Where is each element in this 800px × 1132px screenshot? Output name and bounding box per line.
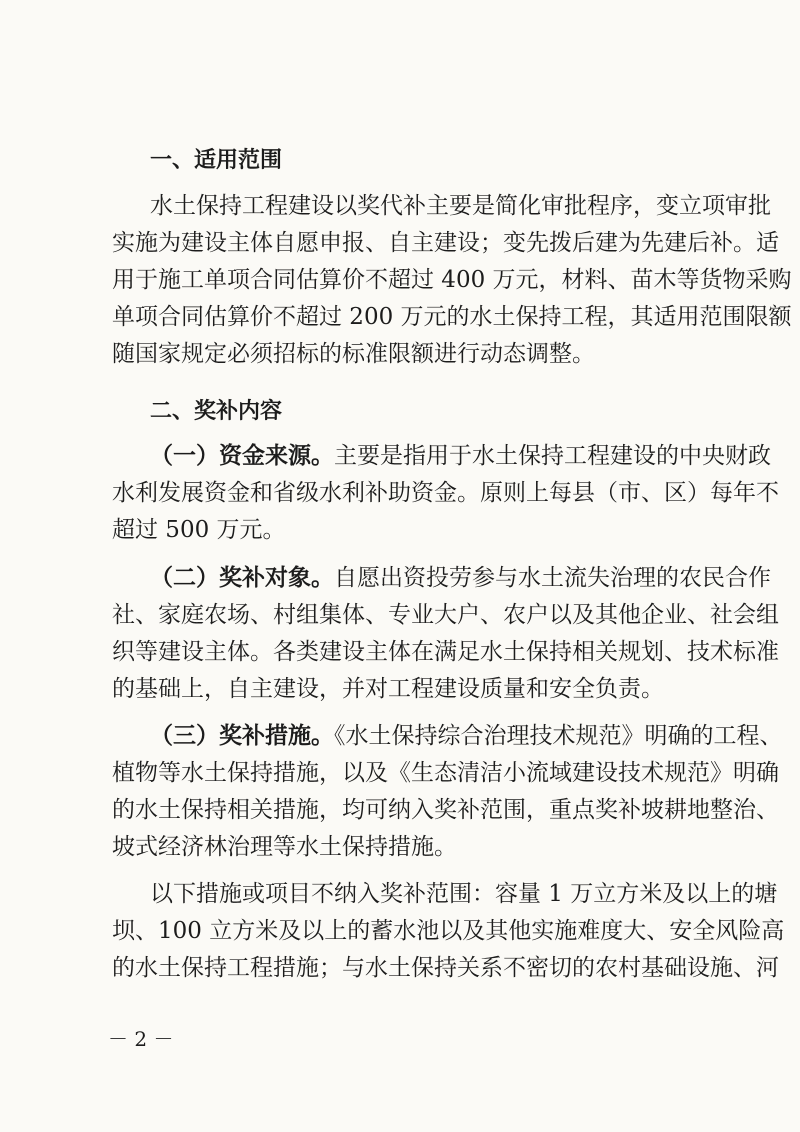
paragraph-line: 织等建设主体。各类建设主体在满足水土保持相关规划、技术标准 (112, 639, 779, 665)
item-subsidy-measures (150, 718, 783, 755)
paragraph-line: 的基础上，自主建设，并对工程建设质量和安全负责。 (112, 676, 664, 702)
paragraph-line: 坡式经济林治理等水土保持措施。 (112, 834, 457, 860)
item-text: 《水土保持综合治理技术规范》明确的工程、 (334, 723, 783, 749)
paragraph-line: 用于施工单项合同估算价不超过 400 万元，材料、苗木等货物采购 (112, 267, 792, 293)
paragraph-line: 超过 500 万元。 (112, 517, 286, 543)
item-funding-source (150, 438, 771, 475)
page-number: － 2 － (108, 1027, 174, 1051)
paragraph-line: 的水土保持相关措施，均可纳入奖补范围，重点奖补坡耕地整治、 (112, 797, 779, 823)
paragraph-line: 坝、100 立方米及以上的蓄水池以及其他实施难度大、安全风险高 (112, 918, 785, 944)
item-subsidy-target (150, 560, 771, 597)
paragraph-line: 以下措施或项目不纳入奖补范围：容量 1 万立方米及以上的塘 (150, 881, 778, 907)
paragraph-line: 单项合同估算价不超过 200 万元的水土保持工程，其适用范围限额 (112, 304, 792, 330)
paragraph-line: 随国家规定必须招标的标准限额进行动态调整。 (112, 341, 595, 367)
item-text: 主要是指用于水土保持工程建设的中央财政 (334, 443, 771, 469)
paragraph-line: 社、家庭农场、村组集体、专业大户、农户以及其他企业、社会组 (112, 602, 779, 628)
section-heading-content: 二、奖补内容 (150, 399, 283, 424)
paragraph-line: 植物等水土保持措施，以及《生态清洁小流域建设技术规范》明确 (112, 760, 779, 786)
paragraph-line: 实施为建设主体自愿申报、自主建设；变先拨后建为先建后补。适 (112, 230, 779, 256)
item-label: （一）资金来源。 (150, 443, 334, 469)
item-label: （三）奖补措施。 (150, 723, 334, 749)
paragraph-line: 水利发展资金和省级水利补助资金。原则上每县（市、区）每年不 (112, 480, 779, 506)
paragraph-line: 的水土保持工程措施；与水土保持关系不密切的农村基础设施、河 (112, 955, 779, 981)
item-text: 自愿出资投劳参与水土流失治理的农民合作 (334, 565, 771, 591)
item-label: （二）奖补对象。 (150, 565, 334, 591)
section-heading-scope: 一、适用范围 (150, 148, 283, 173)
paragraph-line: 水土保持工程建设以奖代补主要是简化审批程序，变立项审批 (150, 193, 771, 219)
